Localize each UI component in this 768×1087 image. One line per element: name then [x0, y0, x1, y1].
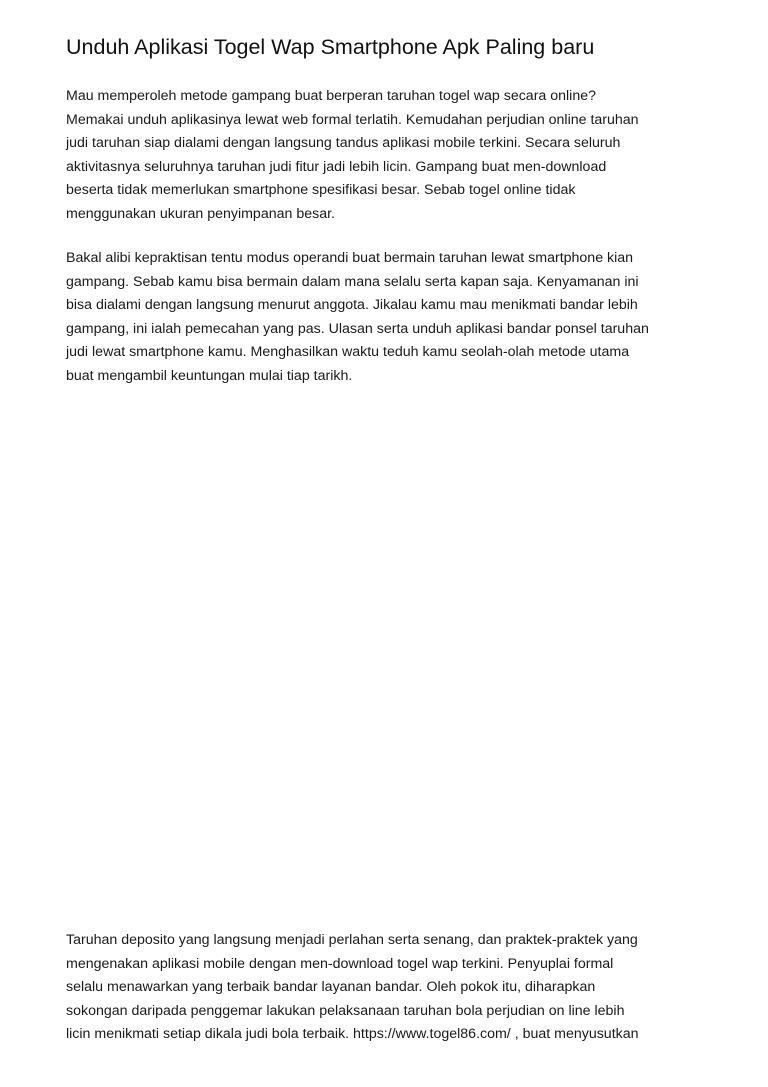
- paragraph-line: judi taruhan siap dialami dengan langsung tandus aplikasi mobile terkini. Secara seluruh: [66, 135, 621, 152]
- paragraph-intro: [66, 85, 726, 227]
- paragraph-line: Taruhan deposito yang langsung menjadi perlahan serta senang, dan praktek-praktek yang: [66, 932, 638, 948]
- paragraph-line: Bakal alibi kepraktisan tentu modus operandi buat bermain taruhan lewat smartphone kian: [66, 250, 634, 266]
- paragraph-line: selalu menawarkan yang terbaik bandar layanan bandar. Oleh pokok itu, diharapkan: [66, 979, 596, 996]
- paragraph-line: bisa dialami dengan langsung menurut anggota. Jikalau kamu mau menikmati bandar lebih: [66, 297, 638, 314]
- paragraph-line: Mau memperoleh metode gampang buat berperan taruhan togel wap secara online?: [66, 88, 597, 104]
- paragraph-line: menggunakan ukuran penyimpanan besar.: [66, 205, 335, 222]
- paragraph-practicality: [66, 247, 726, 389]
- paragraph-line: mengenakan aplikasi mobile dengan men-download togel wap terkini. Penyuplai formal: [66, 955, 614, 972]
- paragraph-line: Memakai unduh aplikasinya lewat web formal terlatih. Kemudahan perjudian online taruhan: [66, 111, 639, 128]
- paragraph-line: aktivitasnya seluruhnya taruhan judi fitur jadi lebih licin. Gampang buat men-download: [66, 158, 607, 175]
- paragraph-line: beserta tidak memerlukan smartphone spesifikasi besar. Sebab togel online tidak: [66, 182, 576, 199]
- paragraph-line: judi lewat smartphone kamu. Menghasilkan waktu teduh kamu seolah-olah metode utama: [66, 344, 630, 361]
- paragraph-line: gampang. Sebab kamu bisa bermain dalam mana selalu serta kapan saja. Kenyamanan ini: [66, 273, 639, 290]
- document-title: Unduh Aplikasi Togel Wap Smartphone Apk Paling baru: [66, 35, 595, 59]
- paragraph-deposit: [66, 929, 726, 1047]
- paragraph-line: licin menikmati setiap dikala judi bola terbaik. https://www.togel86.com/ , buat menyusutkan: [66, 1026, 639, 1043]
- paragraph-line: gampang, ini ialah pemecahan yang pas. Ulasan serta unduh aplikasi bandar ponsel taruhan: [66, 320, 649, 337]
- paragraph-line: buat mengambil keuntungan mulai tiap tarikh.: [66, 367, 353, 384]
- paragraph-line: sokongan daripada penggemar lakukan pelaksanaan taruhan bola perjudian on line lebih: [66, 1002, 625, 1019]
